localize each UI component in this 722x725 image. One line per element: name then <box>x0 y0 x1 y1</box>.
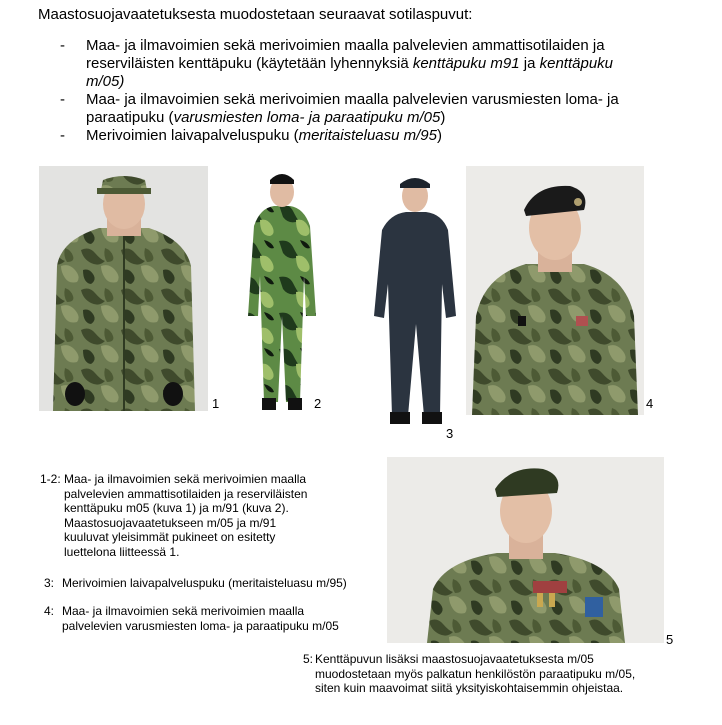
caption-4: 4: Maa- ja ilmavoimien sekä merivoimien maalla palvelevien varusmiesten loma- ja paraatipuku m/05 <box>44 604 339 633</box>
list-item: - Merivoimien laivapalveluspuku (meritaisteluasu m/95) <box>60 127 442 144</box>
photo-5-staff-parade-uniform <box>387 457 664 643</box>
intro-text: Maastosuojavaatetuksesta muodostetaan seuraavat sotilaspuvut: <box>38 6 473 23</box>
photo-number-2: 2 <box>314 396 322 411</box>
caption-5: 5: Kenttäpuvun lisäksi maastosuojavaatetuksesta m/05 muodostetaan myös palkatun henkilöstön paraatipuku m/05, siten kuin maavoimat siitä yksityiskohtaisemmin ohjeistaa. <box>303 652 636 695</box>
list-item: - Maa- ja ilmavoimien sekä merivoimien maalla palvelevien ammattisotilaiden ja reserviläisten kenttäpuku (käytetään lyhennyksiä kenttäpuku m91 ja kenttäpuku m/05) <box>60 37 613 90</box>
caption-3: 3: Merivoimien laivapalveluspuku (meritaisteluasu m/95) <box>44 576 347 590</box>
photo-1-field-uniform-m05 <box>39 166 208 411</box>
photo-3-ship-uniform-m95 <box>368 166 462 428</box>
photo-number-1: 1 <box>212 396 220 411</box>
photo-4-conscript-parade-uniform <box>466 166 644 415</box>
photo-number-3: 3 <box>446 426 454 441</box>
caption-1-2: 1-2: Maa- ja ilmavoimien sekä merivoimien maalla palvelevien ammattisotilaiden ja reserviläisten kenttäpuku m05 (kuva 1) ja m/91 (kuva 2). Maastosuojavaatetukseen m/05 ja m/91 kuuluvat yleisimmät pukineet on esitetty luettelona liitteessä 1. <box>40 472 308 559</box>
photo-2-field-uniform-m91 <box>240 166 324 412</box>
uniform-list <box>60 37 670 145</box>
photo-number-5: 5 <box>666 632 674 647</box>
list-item: - Maa- ja ilmavoimien sekä merivoimien maalla palvelevien varusmiesten loma- ja paraatipuku (varusmiesten loma- ja paraatipuku m/05) <box>60 91 619 126</box>
photo-number-4: 4 <box>646 396 654 411</box>
